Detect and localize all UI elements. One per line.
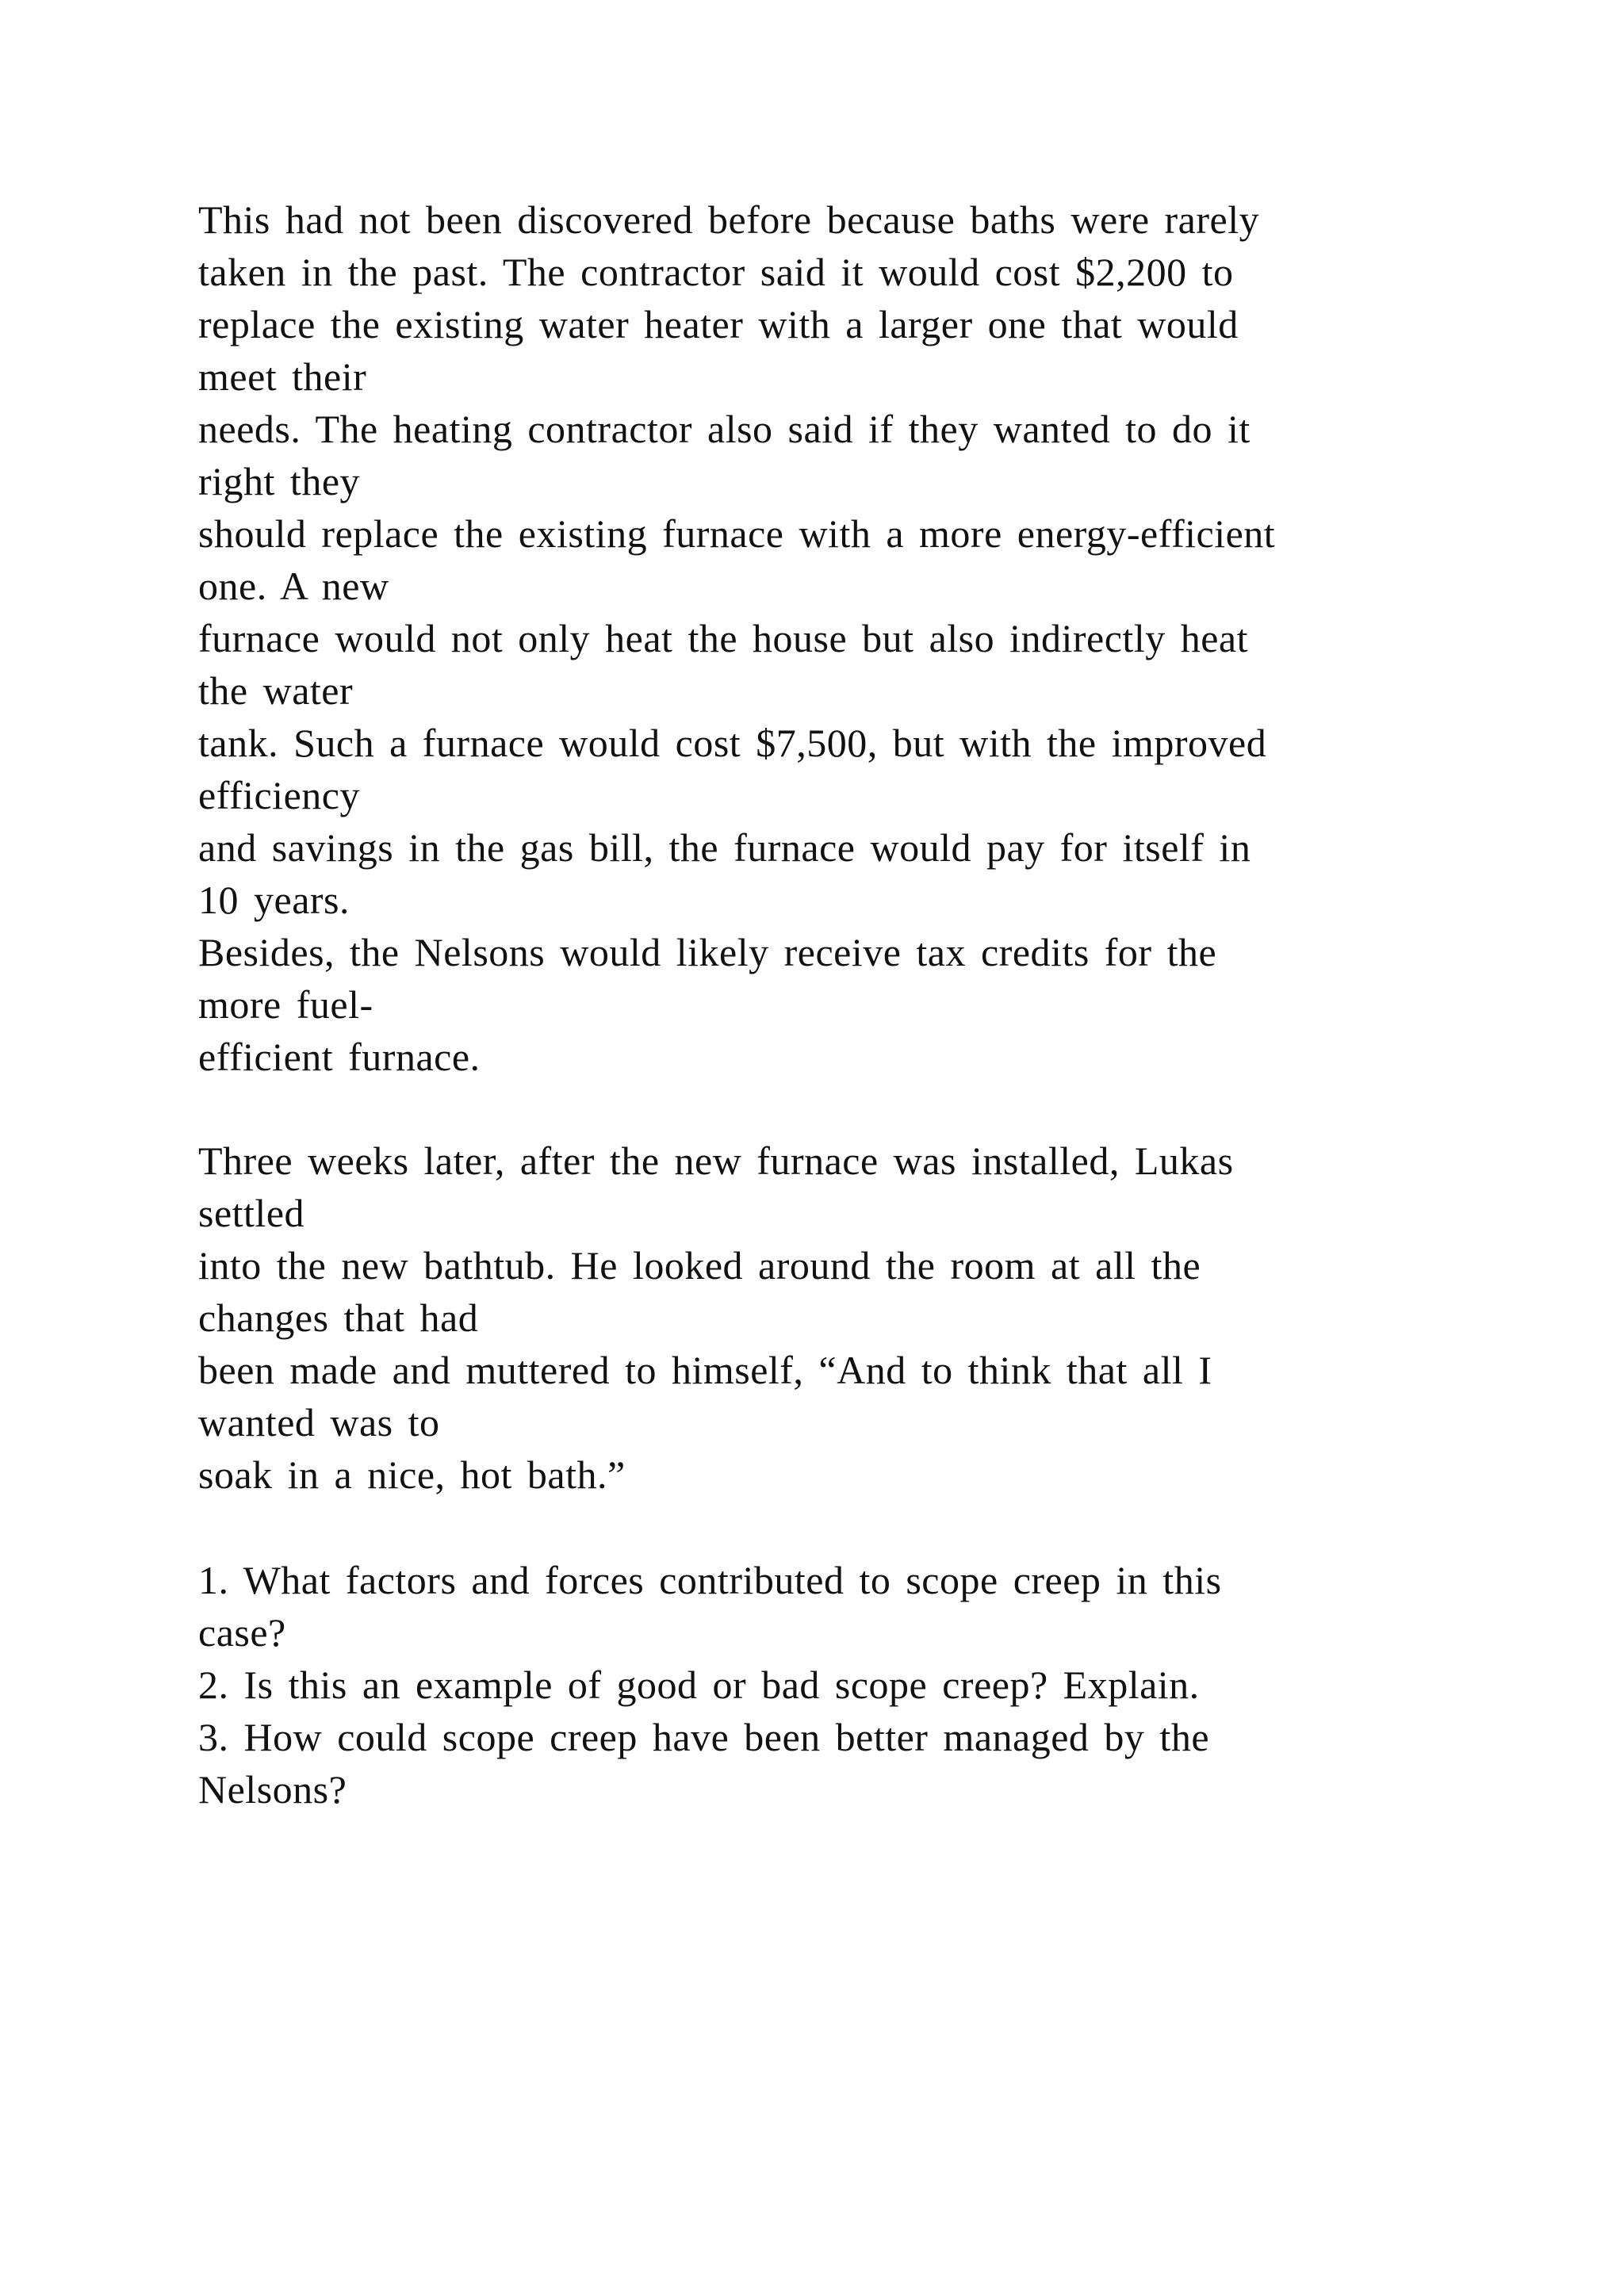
text-line: needs. The heating contractor also said if they wanted to do it	[198, 407, 1251, 451]
question-line: 1. What factors and forces contributed to scope creep in this	[198, 1558, 1222, 1602]
text-line: wanted was to	[198, 1400, 440, 1445]
text-line: soak in a nice, hot bath.”	[198, 1452, 626, 1497]
text-line: This had not been discovered before because baths were rarely	[198, 197, 1260, 242]
text-line: tank. Such a furnace would cost $7,500, but with the improved	[198, 721, 1267, 765]
text-line: replace the existing water heater with a larger one that would	[198, 302, 1239, 346]
text-line: taken in the past. The contractor said it would cost $2,200 to	[198, 250, 1234, 294]
text-line: efficiency	[198, 773, 360, 817]
text-line: meet their	[198, 354, 367, 399]
question-line: 2. Is this an example of good or bad scope creep? Explain.	[198, 1663, 1200, 1707]
text-line: right they	[198, 459, 361, 503]
text-line: changes that had	[198, 1295, 479, 1340]
questions-list	[198, 1554, 1467, 1816]
text-line: Besides, the Nelsons would likely receive tax credits for the	[198, 930, 1217, 974]
text-line: into the new bathtub. He looked around the room at all the	[198, 1243, 1201, 1288]
text-line: efficient furnace.	[198, 1035, 481, 1079]
text-line: should replace the existing furnace with a more energy-efficient	[198, 511, 1276, 556]
paragraph-water-heater-furnace	[198, 193, 1467, 1083]
question-line: case?	[198, 1610, 286, 1655]
text-line: one. A new	[198, 564, 389, 608]
text-line: the water	[198, 668, 354, 713]
text-line: been made and muttered to himself, “And to think that all I	[198, 1348, 1212, 1392]
paragraph-three-weeks-later	[198, 1135, 1467, 1501]
text-line: Three weeks later, after the new furnace was installed, Lukas	[198, 1138, 1234, 1183]
text-line: 10 years.	[198, 878, 350, 922]
text-line: and savings in the gas bill, the furnace would pay for itself in	[198, 825, 1251, 870]
question-line: Nelsons?	[198, 1767, 347, 1812]
text-line: more fuel-	[198, 982, 373, 1027]
text-line: settled	[198, 1191, 305, 1235]
question-line: 3. How could scope creep have been better managed by the	[198, 1715, 1210, 1759]
text-line: furnace would not only heat the house but also indirectly heat	[198, 616, 1248, 660]
